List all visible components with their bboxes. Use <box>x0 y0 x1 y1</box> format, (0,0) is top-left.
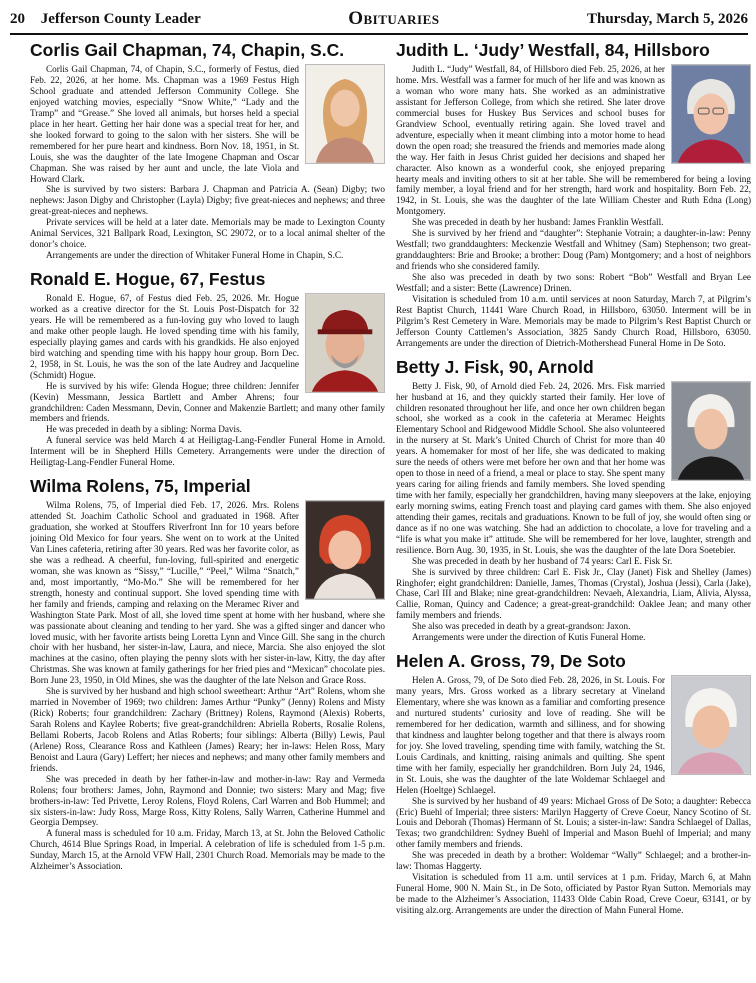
obituary-headline: Betty J. Fisk, 90, Arnold <box>396 356 594 377</box>
section-title: Obituaries <box>348 8 440 29</box>
obituary-paragraph: She is survived by three children: Carl E. Fisk Jr., Clay (Janet) Fisk and Shelley (James) Ringhofer; eight grandchildren: Danielle, James, Thomas (Crystal), Joshua (Jessi), Carla (Jake), Chase, Carl III and Blake; nine great-grandchildren: Nevaeh, Alexandria, Liam, Alivia, Alyssa, Callie, Roman, Quincy and Cadence; a great-great-grandchild: Oaklee Jean; and many other family members and friends. <box>396 566 751 621</box>
masthead-left <box>10 11 201 28</box>
portrait-photo <box>671 381 751 481</box>
portrait-image <box>306 65 384 163</box>
portrait-image <box>672 65 750 163</box>
masthead-rule <box>10 33 748 35</box>
obituary-gross <box>396 651 751 916</box>
obituary-paragraph: Wilma Rolens, 75, of Imperial died Feb. 17, 2026. Mrs. Rolens attended St. Joachim Catholic School and graduated in 1968. After graduation, she worked at Stouffers Riverfront Inn for 10 years before joining Old Mexico for four years. She went on to work at the United Van Lines cafeteria, retiring after 30 years. Red was her favorite color, as she was a redhead. A cheerful, fun-loving, full-spirited and energetic woman, she was known as “Sissy,” “Lucille,” “Peel,” Wilma “Snatch,” and, most importantly, “Mo-Mo.” She will be remembered for her strength, honesty and continual support. She loved spending time with her family and friends, camping and relaxing on the Meramec River and Washington State Park. Most of all, she loved time spent at home with her husband, where she was passionate about cleaning and tending to her yard. She was a gifted singer and dancer who loved music, with her favorite artists being Loretta Lynn and Vince Gill. She sang in the church choir with her husband, her sister-in-law, Laura, and niece, Marcia. She also enjoyed the slot machines at the casino, often playing the penny slots with her sister-in-law, Kitty, the day after Christmas. She was known at family gatherings for her fried pies and “Mexican” chocolate pies. Born June 23, 1950, in Old Mines, she was the daughter of the late Nelson and Grace Ross. <box>30 500 385 686</box>
portrait-photo <box>305 64 385 164</box>
obituary-paragraph: Arrangements are under the direction of Whitaker Funeral Home in Chapin, S.C. <box>46 250 344 261</box>
obituary-chapman <box>30 40 385 261</box>
obituary-paragraph: She was preceded in death by a brother: Woldemar “Wally” Schlaegel; and a brother-in-law: Thomas Haggerty. <box>396 850 751 872</box>
page-number: 20 <box>10 10 25 27</box>
obituary-hogue <box>30 269 385 468</box>
obituary-paragraph: She is survived by her husband of 49 years: Michael Gross of De Soto; a daughter: Rebecca (Eric) Buehl of Imperial; three sisters: Marilyn Haggerty of Creve Coeur, Nancy Scotino of St. Louis and Deborah (Thomas) Hermann of St. Louis; a sister-in-law: Sandra Schlaegel of Dallas, Texas; two grandchildren: Sydney Buehl of Imperial and Mason Buehl of Imperial; and many other family members and friends. <box>396 795 751 850</box>
obituary-paragraph: She was preceded in death by her husband: James Franklin Westfall. <box>412 217 664 228</box>
obituary-headline: Helen A. Gross, 79, De Soto <box>396 651 626 672</box>
issue-date: Thursday, March 5, 2026 <box>586 10 748 27</box>
obituary-paragraph: He is survived by his wife: Glenda Hogue; three children: Jennifer (Kevin) Messmann, Jessica Bartlett and Amber Ahrens; four grandchildren: Caden Messmann, Devin, Conner and Makenzie Bartlett; and many other family members and friends. <box>30 380 385 424</box>
portrait-image <box>672 382 750 480</box>
left-column <box>30 40 385 979</box>
obituary-paragraph: She is survived by her friend and “daughter”: Stephanie Votrain; a daughter-in-law: Penny Westfall; two granddaughters: Meckenzie Westfall and Whitney (Sam) Stephenson; two great-granddaughters: Brie and Brooke; a brother: Doug (Pam) Montgomery; and a host of neighbors and friends who she considered family. <box>396 228 751 271</box>
obituary-westfall <box>396 40 751 349</box>
obituary-paragraph: Visitation is scheduled from 10 a.m. until services at noon Saturday, March 7, at Pilgrim’s Rest Baptist Church, 11441 Ware Church Road, in Hillsboro, 63050. Interment will be in Pilgrim’s Rest Cemetery in Ware. Memorials may be made to Pilgrim’s Rest Baptist Church or Jefferson County Cattlemen’s Association, 3825 Sandy Church Road, Hillsboro, 63050. Arrangements are under the direction of Dietrich-Mothershead Funeral Home in De Soto. <box>396 293 751 348</box>
portrait-photo <box>671 675 751 775</box>
obituary-paragraph: Visitation is scheduled from 11 a.m. until services at 1 p.m. Friday, March 6, at Mahn Funeral Home, 900 N. Main St., in De Soto, officiated by Pastor Ryan Sutton. Memorials may be made to the Alzheimer’s Association, 11433 Olde Cabin Road, Creve Coeur, 63141, or by visiting alz.org. Arrangements are under the direction of Mahn Funeral Home. <box>396 872 751 915</box>
obituary-paragraph: Judith L. “Judy” Westfall, 84, of Hillsboro died Feb. 25, 2026, at her home. Mrs. Westfall was a farmer for much of her life and was known as a woman who wore many hats. She worked as an administrative assistant for Jefferson College, from which she retired. She later drove commercial buses for Huskey Bus Services and school buses for Grandview School, eventually retiring again. She loved travel and adventure, especially when it meant climbing into a motor home to head down the open road; she treasured the friends and memories made along the way. Her faith in Jesus Christ guided her decisions and shaped her character. Also known as a wonderful cook, she enjoyed preparing hearty meals and inviting others to sit at her table. She will be remembered for being a loving family member, a loyal friend and for her strength, hard work and hospitality. Born Feb. 22, 1942, in St. Louis, she was the daughter of the late William Chester and Ruth Edna (Long) Montgomery. <box>396 64 751 217</box>
obituary-paragraph: Private services will be held at a later date. Memorials may be made to Lexington County Animal Services, 321 Ballpark Road, Lexington, SC 29072, or to a local animal shelter of the donor’s choice. <box>30 217 385 250</box>
obituary-paragraph: She also was preceded in death by two sons: Robert “Bob” Westfall and Bryan Lee Westfall; and a sister: Bette (Lawrence) Drinen. <box>396 271 751 293</box>
portrait-photo <box>305 500 385 600</box>
portrait-image <box>672 676 750 774</box>
obituary-paragraph: Betty J. Fisk, 90, of Arnold died Feb. 24, 2026. Mrs. Fisk married her husband at 16, and they quickly started their family. Her love of children resonated throughout her life, and once her own children began school, she worked as a cook in the cafeteria at Meramec Heights Elementary School and Ridgewood Middle School. She also volunteered in the nursery at St. Mark’s United Church of Christ for more than 40 years. A homemaker for most of her life, she was dedicated to making sure the needs of others were met before her own and that her home was open to those in need of a friend, a meal or place to stay. She spent many years caring for ailing friends and family members. She loved spending time with her family, especially her grandchildren, having many sleepovers at the lake, enjoying early morning swims, eating French toast and playing card games with them. She also enjoyed attending their games, recitals and graduations. Known to be full of joy, she would often sing or dance as if no one was watching. She had an addiction to chocolate, a love for traveling and a “life is what you make it” attitude. She will be remembered for her love, laughter, strength and resilience. Born Aug. 30, 1935, in St. Louis, she was the daughter of the late Dora Soetebier. <box>396 380 751 555</box>
obituary-paragraph: He was preceded in death by a sibling: Norma Davis. <box>46 424 242 435</box>
obituary-headline: Ronald E. Hogue, 67, Festus <box>30 269 266 289</box>
obituary-paragraph: Ronald E. Hogue, 67, of Festus died Feb. 25, 2026. Mr. Hogue worked as a creative director for the St. Louis Post-Dispatch for 32 years. He will be remembered as a fun-loving guy who loved to laugh and make other people laugh. He loved spending time with his family, especially playing games and cards with his grandkids. He also enjoyed bird watching and spending time with his happy hour group. Born Dec. 2, 1958, in St. Louis, he was the son of the late Audrey and Jacqueline (Schmidt) Hogue. <box>30 293 299 380</box>
paper-name: Jefferson County Leader <box>40 10 201 27</box>
obituary-paragraph: Corlis Gail Chapman, 74, of Chapin, S.C., formerly of Festus, died Feb. 22, 2026, at her home. Ms. Chapman was a 1969 Festus High School graduate and attended Jefferson Community College. She enjoyed watching movies, especially “Snow White,” “Lady and the Tramp” and “Grease.” She loved all animals, but horses held a special place in her heart. Getting her hair done was a special treat for her, and she looked forward to going to the salon with her sisters. She will be remembered for her pure heart and kindness. Born Nov. 18, 1951, in St. Louis, she was the daughter of the late Imogene Chapman and Oscar Chapman. She was raised by her aunt and uncle, the late Viola and Howard Clark. <box>30 64 299 184</box>
obituary-headline: Judith L. ‘Judy’ Westfall, 84, Hillsboro <box>396 40 710 60</box>
obituary-rolens <box>30 476 385 872</box>
obituary-fisk <box>396 357 751 644</box>
obituary-paragraph: She also was preceded in death by a great-grandson: Jaxon. <box>412 621 631 632</box>
obituary-paragraph: She was preceded in death by her father-in-law and mother-in-law: Ray and Vermeda Rolens; four brothers: James, John, Raymond and Donnie; two sisters: Mary and Mag; five brothers-in-law: Ted Privette, Leroy Rolens, Floyd Rolens, Carl Warren and Bob Hummel; and six sisters-in-law: Judy Ross, Marge Ross, Kitty Rolens, Sally Warren, Catherine Hummel and Georgia Dempsey. <box>30 773 385 828</box>
portrait-photo <box>305 293 385 393</box>
portrait-image <box>306 294 384 392</box>
portrait-image <box>306 501 384 599</box>
obituary-paragraph: A funeral mass is scheduled for 10 a.m. Friday, March 13, at St. John the Beloved Catholic Church, 4614 Blue Springs Road, in Imperial. A celebration of life is scheduled from 1-5 p.m. Sunday, March 15, at the Arnold VFW Hall, 2301 Church Road. Memorials may be made to the Alzheimer’s Association. <box>30 828 385 872</box>
obituary-headline: Corlis Gail Chapman, 74, Chapin, S.C. <box>30 40 345 60</box>
right-column <box>396 40 751 979</box>
obituary-paragraph: Helen A. Gross, 79, of De Soto died Feb. 28, 2026, in St. Louis. For many years, Mrs. Gross worked as a library secretary at Vineland Elementary, where she was known as a familiar and comforting presence and nurtured students’ curiosity and love of reading. She will be remembered for her dedication, warmth and silliness, and for showing that kindness and laughter belong together and that there is always room for joy. She loved traveling, spending time with family, watching the St. Louis Cardinals, and knitting, raising animals and quilting. She spent time with her family, especially her grandchildren. Born July 24, 1946, in St. Louis, she was the daughter of the late Woldemar Schlaegel and Helen (Hoeltge) Schlaegel. <box>396 675 665 795</box>
obituary-paragraph: She is survived by her husband and high school sweetheart: Arthur “Art” Rolens, whom she married in November of 1969; two children: James Arthur “Punky” (Jenny) Rolens and Misty (Rick) Roberts; four grandchildren: Zachary (Brittney) Rolens, Raymond (Alexis) Roberts, Sarah Rolens and Kaylee Roberts; five great-grandchildren: Abriella Roberts, Rosalie Rolens, Bellami Roberts, Jacob Rolens and Atlas Roberts; four siblings: Alberta (Billy) Lewis, Paul (Arlene) Ross, Clearance Ross and Kathleen (James) Reary; her in-laws: Helen Ross, Mary Benoist and Laura (Gary) Leffert; her nieces and nephews; and many other family members and friends. <box>30 686 385 773</box>
obituary-paragraph: She is survived by two sisters: Barbara J. Chapman and Patricia A. (Sean) Digby; two nephews: Jason Digby and Christopher (Layla) Digby; five great-nieces and nephews; and three great-great-nieces and nephews. <box>30 184 385 217</box>
portrait-photo <box>671 64 751 164</box>
obituary-headline: Wilma Rolens, 75, Imperial <box>30 476 251 497</box>
masthead <box>10 7 748 31</box>
obituary-paragraph: Arrangements were under the direction of Kutis Funeral Home. <box>412 632 646 643</box>
obituary-paragraph: A funeral service was held March 4 at Heiligtag-Lang-Fendler Funeral Home in Arnold. Interment will be in Shepherd Hills Cemetery. Arrangements were under the direction of Heiligtag-Lang-Fendler Funeral Home. <box>30 435 385 468</box>
obituary-paragraph: She was preceded in death by her husband of 74 years: Carl E. Fisk Sr. <box>412 555 673 566</box>
